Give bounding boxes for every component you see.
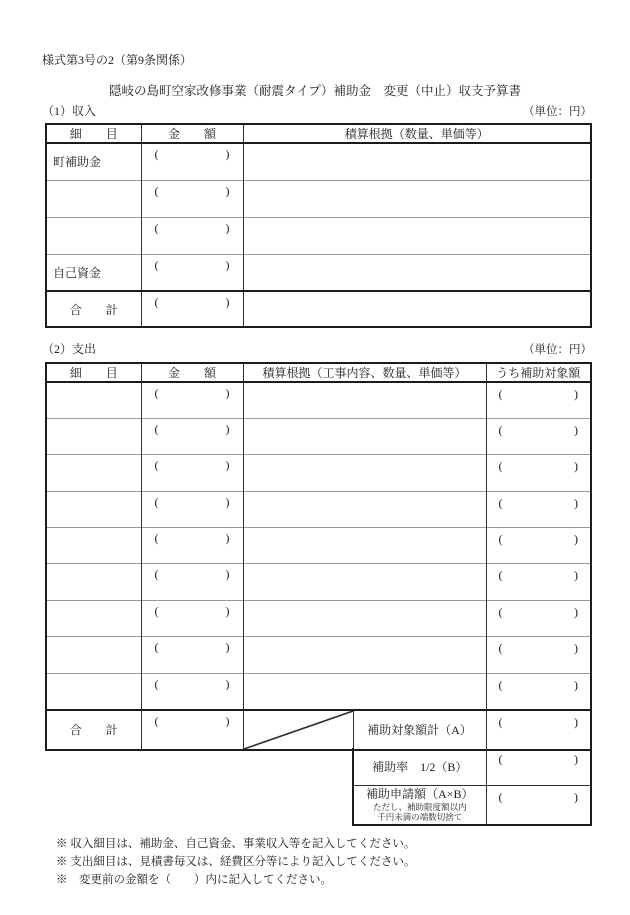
subsidy-application-amount-cell (486, 785, 591, 825)
amount-parentheses: ( ) (154, 257, 230, 272)
income-unit-label: （単位：円） (523, 106, 592, 118)
expense-basis-cell (243, 528, 486, 564)
expense-subsidy-cell (486, 382, 591, 418)
subsidy-application-label-cell (353, 785, 486, 825)
expense-header-row (46, 363, 591, 382)
subsidy-rate-row (353, 748, 591, 785)
expense-table (45, 362, 592, 751)
income-total-amount-cell (141, 291, 243, 327)
income-table-row (46, 180, 591, 217)
expense-item-cell (46, 491, 141, 527)
expense-table-row (46, 455, 591, 491)
subsidy-application-note-1: ただし、補助限度額以内 (372, 801, 467, 812)
subsidy-total-amount-cell (486, 710, 591, 750)
footnote-income: ※ 収入細目は、補助金、自己資金、事業収入等を記入してください。 (56, 838, 416, 850)
diagonal-cell (243, 710, 353, 750)
expense-amount-cell (141, 491, 243, 527)
amount-parentheses: ( ) (154, 713, 230, 728)
subsidy-application-label: 補助申請額（A×B） (366, 786, 474, 801)
subsidy-rate-label: 補助率 1/2（B） (372, 759, 468, 774)
expense-table-row (46, 637, 591, 673)
expense-amount-cell (141, 382, 243, 418)
amount-parentheses: ( ) (498, 387, 579, 401)
expense-amount-cell (141, 637, 243, 673)
subsidy-application-row (353, 785, 591, 825)
expense-table-row (46, 382, 591, 418)
expense-subsidy-cell (486, 528, 591, 564)
expense-subsidy-cell (486, 418, 591, 454)
expense-header-basis: 積算根拠（工事内容、数量、単価等） (243, 363, 486, 382)
expense-subsidy-cell (486, 491, 591, 527)
income-basis-cell (243, 254, 591, 291)
expense-subsidy-cell (486, 637, 591, 673)
amount-parentheses: ( ) (154, 183, 230, 198)
amount-parentheses: ( ) (498, 714, 579, 729)
expense-basis-cell (243, 418, 486, 454)
subsidy-summary-table (352, 748, 592, 826)
expense-table-row (46, 528, 591, 564)
footnotes (56, 835, 415, 889)
expense-basis-cell (243, 455, 486, 491)
expense-amount-cell (141, 564, 243, 600)
income-table-row (46, 143, 591, 180)
expense-subsidy-cell (486, 564, 591, 600)
income-table (45, 123, 592, 328)
expense-amount-cell (141, 528, 243, 564)
expense-item-cell (46, 528, 141, 564)
amount-parentheses: ( ) (154, 567, 230, 582)
expense-basis-cell (243, 637, 486, 673)
expense-subsidy-cell (486, 600, 591, 636)
expense-item-cell (46, 382, 141, 418)
income-section-label: （1）収入 (42, 104, 97, 118)
expense-item-cell (46, 673, 141, 709)
expense-table-row (46, 600, 591, 636)
expense-basis-cell (243, 564, 486, 600)
amount-parentheses: ( ) (498, 459, 579, 474)
income-header-basis: 積算根拠（数量、単価等） (243, 124, 591, 143)
expense-item-cell (46, 455, 141, 491)
amount-parentheses: ( ) (154, 421, 230, 436)
amount-parentheses: ( ) (154, 220, 230, 235)
diagonal-line (244, 711, 353, 749)
income-amount-cell (141, 180, 243, 217)
expense-subsidy-cell (486, 455, 591, 491)
income-item-cell: 町補助金 (46, 143, 141, 180)
expense-item-cell (46, 600, 141, 636)
expense-unit-label: （単位：円） (523, 344, 592, 356)
income-total-basis-cell (243, 291, 591, 327)
expense-table-row (46, 418, 591, 454)
expense-subsidy-cell (486, 673, 591, 709)
expense-total-amount-cell (141, 710, 243, 750)
page-title: 隠岐の島町空家改修事業（耐震タイプ）補助金 変更（中止）収支予算書 (108, 84, 521, 98)
amount-parentheses: ( ) (154, 494, 230, 509)
amount-parentheses: ( ) (154, 458, 230, 473)
expense-table-row (46, 564, 591, 600)
amount-parentheses: ( ) (154, 386, 230, 400)
amount-parentheses: ( ) (154, 147, 230, 161)
income-item-cell (46, 217, 141, 254)
expense-basis-cell (243, 382, 486, 418)
expense-total-label: 合 計 (46, 710, 141, 750)
expense-header-subsidy: うち補助対象額 (486, 363, 591, 382)
expense-basis-cell (243, 600, 486, 636)
income-basis-cell (243, 180, 591, 217)
amount-parentheses: ( ) (498, 789, 578, 804)
subsidy-total-label: 補助対象額計（A） (353, 710, 486, 750)
expense-amount-cell (141, 673, 243, 709)
expense-table-row (46, 673, 591, 709)
expense-amount-cell (141, 455, 243, 491)
expense-item-cell (46, 637, 141, 673)
amount-parentheses: ( ) (498, 532, 579, 547)
income-total-row (46, 291, 591, 327)
income-header-amount: 金 額 (141, 124, 243, 143)
amount-parentheses: ( ) (154, 603, 230, 618)
income-amount-cell (141, 254, 243, 291)
income-item-cell: 自己資金 (46, 254, 141, 291)
expense-section-label: （2）支出 (42, 342, 97, 356)
amount-parentheses: ( ) (154, 640, 230, 655)
amount-parentheses: ( ) (498, 677, 579, 692)
amount-parentheses: ( ) (498, 641, 579, 656)
amount-parentheses: ( ) (154, 676, 230, 691)
income-table-row (46, 217, 591, 254)
income-amount-cell (141, 217, 243, 254)
amount-parentheses: ( ) (498, 495, 579, 510)
amount-parentheses: ( ) (498, 752, 578, 766)
amount-parentheses: ( ) (498, 422, 579, 437)
income-total-label: 合 計 (46, 291, 141, 327)
amount-parentheses: ( ) (498, 604, 579, 619)
income-table-row (46, 254, 591, 291)
amount-parentheses: ( ) (154, 295, 230, 309)
form-number: 様式第3号の2（第9条関係） (42, 53, 193, 67)
income-header-item: 細 目 (46, 124, 141, 143)
expense-header-item: 細 目 (46, 363, 141, 382)
income-basis-cell (243, 217, 591, 254)
expense-item-cell (46, 564, 141, 600)
subsidy-rate-amount-cell (486, 748, 591, 785)
footnote-expense: ※ 支出細目は、見積書毎又は、経費区分等により記入してください。 (56, 856, 416, 868)
income-amount-cell (141, 143, 243, 180)
expense-table-row (46, 491, 591, 527)
expense-basis-cell (243, 673, 486, 709)
expense-header-amount: 金 額 (141, 363, 243, 382)
expense-basis-cell (243, 491, 486, 527)
expense-item-cell (46, 418, 141, 454)
expense-amount-cell (141, 418, 243, 454)
amount-parentheses: ( ) (498, 568, 579, 583)
income-item-cell (46, 180, 141, 217)
amount-parentheses: ( ) (154, 531, 230, 546)
expense-total-row (46, 710, 591, 750)
subsidy-application-note-2: 千円未満の端数切捨て (377, 812, 463, 823)
footnote-parentheses: ※ 変更前の金額を（ ）内に記入してください。 (56, 874, 332, 886)
income-header-row (46, 124, 591, 143)
expense-amount-cell (141, 600, 243, 636)
income-basis-cell (243, 143, 591, 180)
